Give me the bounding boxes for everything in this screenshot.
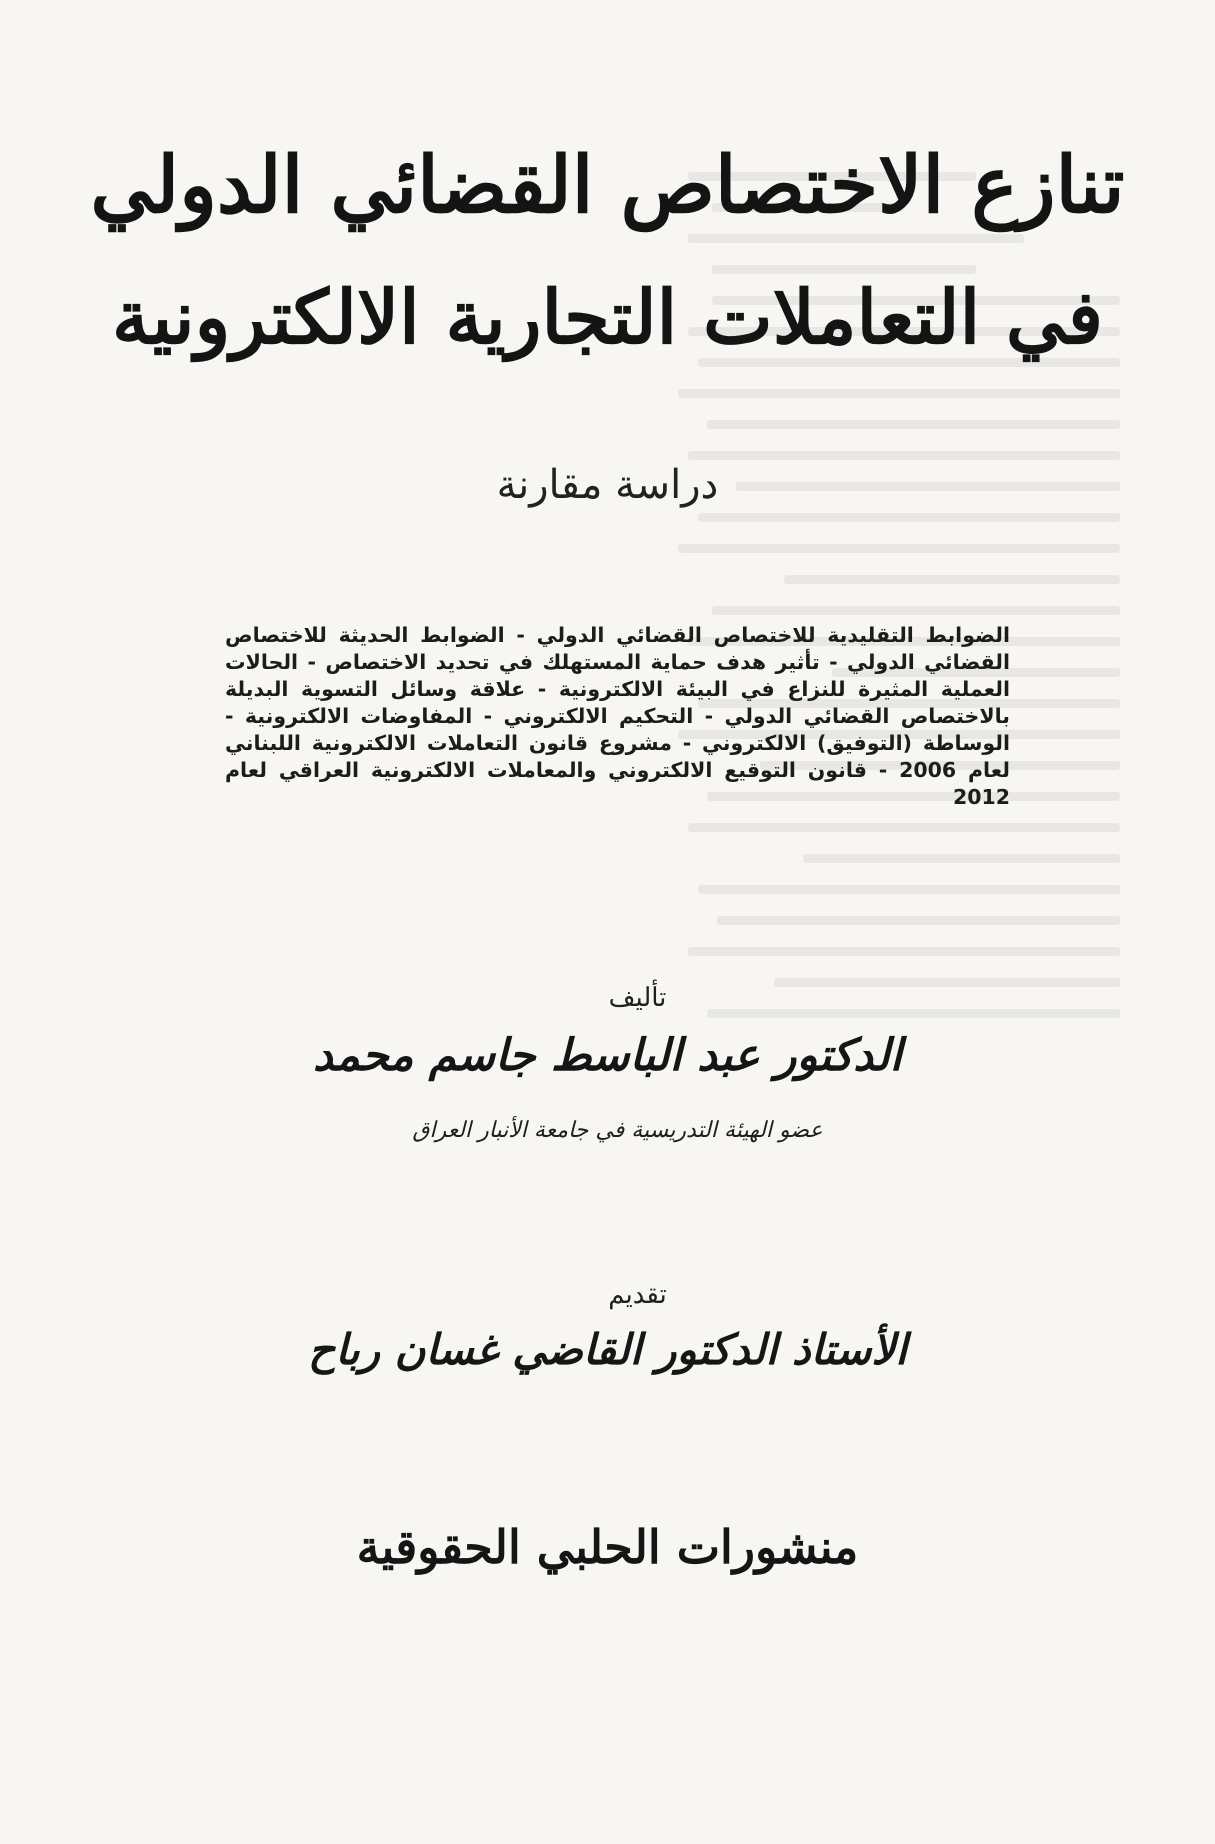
author-name: الدكتور عبد الباسط جاسم محمد [312,1030,903,1081]
publisher-name: منشورات الحلبي الحقوقية [356,1520,859,1574]
book-subtitle: دراسة مقارنة [496,462,719,508]
foreword-author-name: الأستاذ الدكتور القاضي غسان رباح [308,1325,907,1374]
contents-summary: الضوابط التقليدية للاختصاص القضائي الدولي - الضوابط الحديثة للاختصاص القضائي الدولي - تأثير هدف حماية المستهلك في تحديد الاختصاص - الحالات العملية المثيرة للنزاع في البيئة الالكترونية - علاقة وسائل التسوية البديلة بالاختصاص القضائي الدولي - التحكيم الالكتروني - المفاوضات الالكترونية - الوساطة (التوفيق) الالكتروني - مشروع قانون التعاملات الالكترونية اللبناني لعام 2006 - قانون التوقيع الالكتروني والمعاملات الالكترونية العراقي لعام 2012 [225,623,1010,809]
book-title-line-2: في التعاملات التجارية الالكترونية [112,275,1103,361]
book-title-line-1: تنازع الاختصاص القضائي الدولي [90,140,1125,231]
author-affiliation: عضو الهيئة التدريسية في جامعة الأنبار العراق [412,1118,823,1143]
show-through-texture [640,150,1120,1670]
foreword-label: تقديم [608,1280,667,1310]
authored-by-label: تأليف [608,983,667,1013]
